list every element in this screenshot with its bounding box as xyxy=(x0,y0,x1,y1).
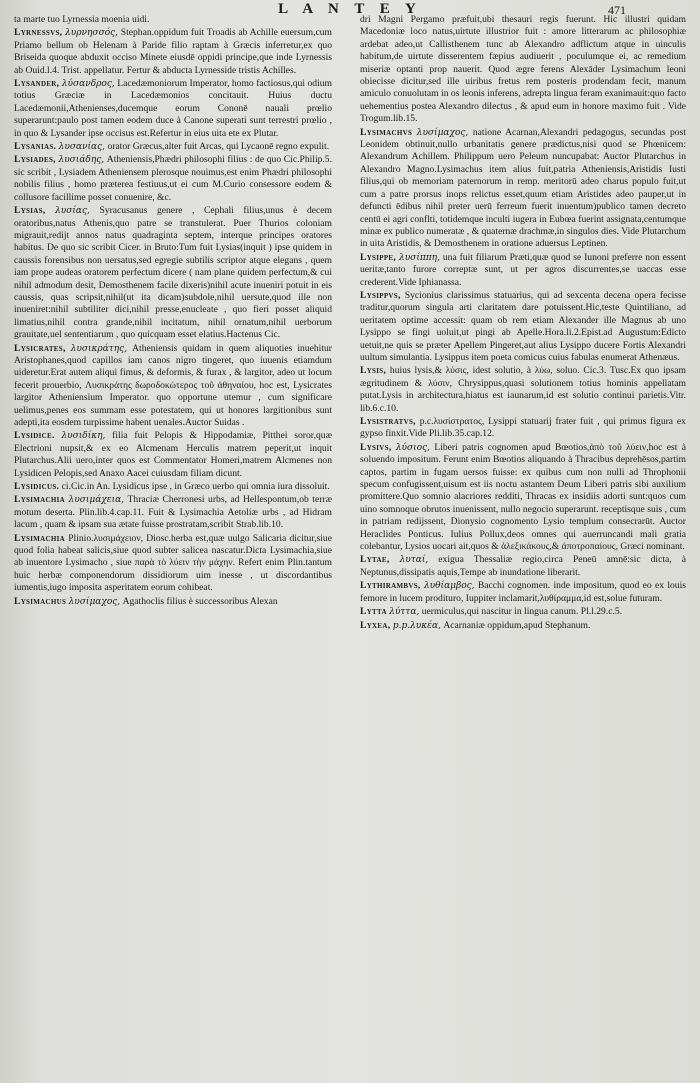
entry-text: huius lysis,& λύσις, idest solutio, à λύω, soluo. Cic.3. Tusc.Ex quo ipsam ægritudinem & λύσιν, Chrysippus,quasi solutionem totius hominis appellatam putat.Lysis in architectura,hiatus est iaunarum,id est solutio continui parietis.Vitr. lib.6.c.10. xyxy=(360,365,686,414)
entry-greek-form: λυταί, xyxy=(399,555,429,566)
dictionary-entry xyxy=(360,14,686,126)
dictionary-entry xyxy=(360,290,686,364)
dictionary-entry xyxy=(14,533,332,595)
entry-headword: Lysicrates, xyxy=(14,342,66,354)
entry-text: orator Græcus,alter fuit Arcas, qui Lycaonē regno expulit. xyxy=(107,141,330,153)
dictionary-entry xyxy=(14,494,332,531)
entry-headword: Lysistratvs, xyxy=(360,416,416,427)
running-head: L A N T E Y xyxy=(278,1,422,17)
entry-greek-form: λυσίας, xyxy=(55,206,90,217)
entry-text: Syracusanus genere , Cephali filius,unus è decem oratoribus,natus Athenis,quo patre se transtulerat. Puer Thurios coloniam migrauit,redijt annos natus quadraginta septem, interque principes oratores habitus. De quo sic scribit Cicer. in Bruto:Tum fuit Lysias(inquit ) ipse quidem in caussis forensibus non uersatus,sed egregie subtilis scriptor atque elegans , quem iam prope audeas oratorem perfectum dicere ( nam plane quidem perfectum,& cui nihil admodum desit, Demosthenem facile dixeris)nihil acute inueniri potuit in eis caussis, quas scripsit,nihil(ut ita dicam)subdole,nihil uersute,quod ille non inueniret:nihil subtiliter dici,nihil presse,enucleate , quo fieri posset aliquid limatius,nihil contra grande,nihil incitatum, nihil ornatum,nihil uerborum grauitate,uel sententiarum , quo quicquam esset elatius.Hactenus Cic. xyxy=(14,205,332,341)
dictionary-entry xyxy=(14,78,332,140)
entry-greek-form: λυρνησσός, xyxy=(65,28,119,39)
entry-text: p.c.λυσίστρατος, Lysippi statuarij frater fuit , qui primus figura ex gypso finxit.Vide Pli.lib.35.cap.12. xyxy=(360,416,686,440)
entry-headword: Lysimachus xyxy=(14,595,67,607)
dictionary-entry xyxy=(14,27,332,77)
entry-headword: Lyrnessvs, xyxy=(14,27,63,39)
entry-text: exigua Thessaliæ regio,circa Peneū amnē:sic dicta, à Neptunus,dissipatis aquis,Tempe ab inundatione liberarit. xyxy=(360,554,686,578)
entry-headword: Lysimachia xyxy=(14,532,66,544)
dictionary-entry xyxy=(360,416,686,441)
entry-greek-form: λυθίαμβος, xyxy=(423,581,475,592)
dictionary-entry xyxy=(14,430,332,480)
entry-text: ta marte tuo Lyrnessia moenia uidi. xyxy=(14,14,150,25)
dictionary-entry xyxy=(14,14,332,26)
dictionary-entry xyxy=(360,620,686,632)
entry-headword: Lysippvs, xyxy=(360,289,401,301)
entry-headword: Lysippe, xyxy=(360,251,397,263)
dictionary-entry xyxy=(360,554,686,579)
entry-text: Plinio.λυσιμάχειον, Diosc.herba est,quæ uulgo Salicaria dicitur,siue quod folia habeat salicis,siue quod subter salicea nascatur.Dicta Lysimachia,siue ab inuentore Lysimacho , siue παρὰ τὸ λύειν τὴν μάχην. Refert enim Plin.tantum huic herbæ componendorum dissidiorum uim inesse , ut discordantibus iumentis,iugo imposita asperitatem eorum cohibeat. xyxy=(14,532,332,594)
entry-headword: Lysis, xyxy=(360,365,387,377)
entry-text: natione Acarnan,Alexandri pedagogus, secundas post Leonidem obtinuit,nullo urbanitatis genere prædictus,nisi quod se Phœnicem: Alexandrum Achillem. Philippum uero Peleum nuncupabat: Auctor Plutarchus in Alexandro Magno.Lysimachus item alius fuit,patria Atheniensis,Aristidis Iusti filius,qui ob memoriam paternorum in remp. meritorū adeo charus populo fuit,ut cum a patre prorsus inops relictus esset,quum etiam Aristides adeo pauper,ut in defuncti ēdibus nihil preter uerū ferreum fuerit inuentum)publico tamen decreto centū ei agri conflti, totidemque inculti iugera in Eubœa fuerint assignata,centumque minæ ex publico numeratæ , & quaternæ drachmæ,in singulos dies. Vide Plutarchum in uita Aristidis, & Demosthenem in oratione aduersus Leptinen. xyxy=(360,126,687,250)
entry-greek-form: λυσίμαχος, xyxy=(68,596,121,607)
entry-greek-form: λυσίμαχος, xyxy=(416,127,469,138)
entry-headword: Lysias, xyxy=(14,205,46,217)
page-number: 471 xyxy=(608,3,626,17)
entry-text: Atheniensis quidam in quem aliquoties inuehitur Aristophanes,quod capillos iam canos nigro tingeret, quo iuuenis etiamdum uideretur.Erat autem aliqui fimus, & deformis, & furax , & largitor, adeo ut locum fecerit prouerbio, Λυσικράτης δωροδοκώτερος τοῦ ἀθηναίου, hoc est, Lysicrates largitor Atheniensium Imperator. quo opportune utemur , cum significare uelimus,penes eos summam esse potestatem, qui ut honores largitionibus sunt adepti,ita eosdem turpissime habent uenales.Auctor Suidas . xyxy=(14,342,332,428)
entry-greek-form: λυσιμάχεια, xyxy=(68,495,125,506)
entry-headword: Lysanias. xyxy=(14,141,57,153)
entry-text: Acarnaniæ oppidum,apud Stephanum. xyxy=(443,619,591,631)
entry-greek-form: λυσιάδης, xyxy=(58,155,105,166)
dictionary-entry xyxy=(360,442,686,554)
entry-greek-form: p.p.λυκέα, xyxy=(392,620,441,631)
entry-greek-form: λύσανδρος, xyxy=(61,79,115,90)
dictionary-entry xyxy=(14,154,332,204)
entry-text: Lacedæmoniorum Imperator, homo factiosus,qui odium totius Græciæ in Lacedæmonios concitauit. Huius ductu Lacedæmonii,Athenienses,ducemque eorum Cononē nauali prœlio superarunt:paulo post tamen eodem duce à Canone superati sunt terrestri prœlio , in quo & Lysander ipse occisus est.Refertur in eius uita ete ex Plutar. xyxy=(14,78,332,139)
left-column xyxy=(14,14,332,609)
entry-headword: Lysidice. xyxy=(14,430,55,442)
entry-text: Bacchi cognomen. inde impositum, quod eo ex louis femore in lucem prodituro, Iuppiter inclamarit,λυθίραμμα,id est,solue futuram. xyxy=(360,580,687,604)
entry-text: Atheniensis,Phædri philosophi filius : de quo Cic.Philip.5. sic scribit , Lysiadem Atheniensem plerosque nouimus,est enim Phædri philosophi nobilis filius , homo præterea festiuus,ut ei cum M.Curio consessore eodem & collusore facillime posset conuenire, &c. xyxy=(14,154,332,203)
dictionary-entry xyxy=(360,365,686,415)
entry-greek-form: λύττα, xyxy=(389,607,420,618)
entry-text: filia fuit Pelopis & Hippodamiæ, Pitthei soror,quæ Electrioni nupsit,& ex eo Alcmenam Herculis matrem peperit,ut inquit Plutarchus.Alii uero,inter quos est Commentator Homeri,matrem Alcmenes non Lysidicen Pelopis,sed Anaxo Aacei cuiusdam filiam dicunt. xyxy=(14,430,332,479)
entry-headword: Lytta xyxy=(360,606,387,618)
entry-text: uermiculus,qui nascitur in lingua canum. Pl.l.29.c.5. xyxy=(421,606,623,618)
dictionary-entry xyxy=(360,127,686,251)
entry-headword: Lysivs, xyxy=(360,441,392,453)
dictionary-entry xyxy=(14,481,332,493)
entry-headword: Lysimachia xyxy=(14,494,66,506)
dictionary-entry xyxy=(14,141,332,153)
entry-greek-form: λύσιος, xyxy=(395,442,431,453)
entry-text: una fuit filiarum Præti,quæ quod se Iunoni preferre non essent ueritæ,tanto furore correptæ sunt, ut per agros discurrentes,se uaccas esse crederent.Vide Iphianassa. xyxy=(360,251,687,288)
entry-greek-form: λυσιδίκη, xyxy=(61,431,106,442)
dictionary-entry xyxy=(360,580,686,605)
dictionary-entry xyxy=(14,343,332,430)
entry-greek-form: λυσανίας, xyxy=(58,142,106,153)
entry-headword: Lysander, xyxy=(14,78,60,90)
dictionary-entry xyxy=(14,205,332,341)
entry-greek-form: λυσίππη, xyxy=(399,252,440,263)
entry-text: Sycionius clarissimus statuarius, qui ad sexcenta decena opera fecisse traditur,quorum singula arti claritatem dare potuissent.Hic,teste Quintiliano, ad ueritatem optime accessit: quam ob rem etiam Alexander ille Magnus ab uno Lysippo se fingi uoluit,ut pingi ab Apelle.Hora.li.2.Epist.ad Augustum:Edicto uetuit,ne quis se præter Apellem Pingeret,aut alius Lysippo ducere Fortis Alexandri uultum simulantia. Lysippus item poeta comicus cuius fabulas enumerat Athenæus. xyxy=(360,289,686,363)
entry-text: dri Magni Pergamo præfuit,ubi thesauri regis fuerunt. Hic illustri quidam Macedoniæ loco natus,uirtute illustrior fuit : amore litterarum ac philosophiæ ardebat adeo,ut Callisthenem tunc ab Alexandro adflictum atque in uinculis habitum,de uirtute disserentem fæpius audiuerit , poculumque ei, ac remedium miseriæ optanti prop nauerit. Quod ægre ferens Alexāder Lysimachum leoni obiecisse dicitur,sed ille uiribus fretus rem posteris prodendam fecit, manum amiculo conuolutam in os leonis inferens, adrepta lingua feram exanimauit:quo facto uehementius postea Alexandro dilectus , & apud eum in honore maximo fuit . Vide Trogum.lib.15. xyxy=(360,14,686,125)
right-column xyxy=(360,14,686,633)
entry-text: Liberi patris cognomen apud Bœotios,ἀπὸ τοῦ λύειν,hoc est à soluendo impositum. Ferunt enim Bœotios aliquando à Thracibus deprehēsos,partim captos, partim in fugam uersos fuisse: ex quibus cum non nulli ad Throphonii specum confugissent,uisum est iis noctu astantem Deum Liberi patris sibi auxilium promittere.Quo somnio alacriores redditi, Thracas ex insidiis adorti sunt:quos cum uino somnoque obrutos inuenissent, nullo negocio superarunt. receptisque suis , cum in patriam redijssent, Dionysio cognomento Lysio templum consecrarūt. Auctor Heraclides Ponticus. Iulius Pollux,deos omnes qui auerruncandi mali gratia colebantur, Lysios uocari ait,quos & ἀλεξικάκους,& ἀποτροπαίους, Græci nominant. xyxy=(360,441,686,553)
entry-headword: Lyxea, xyxy=(360,619,391,631)
dictionary-entry xyxy=(360,252,686,289)
dictionary-entry xyxy=(360,606,686,618)
entry-text: Agathoclis filius è successoribus Alexan xyxy=(122,595,278,607)
entry-headword: Lythirambvs, xyxy=(360,580,421,592)
entry-text: Stephan.oppidum fuit Troadis ab Achille euersum,cum Priamo bellum ob Helenam à Paride filio raptam à Græcis inferretur,ex quo Briseida quoque abduxit occiso Minete eiusdē oppidi principe,que inde Lyrnessis ab Ouid.l.4. Trist. appellatur. Fertur & abducta Lyrnesside tristis Achilles. xyxy=(14,27,332,76)
entry-text: Thraciæ Cherronesi urbs, ad Hellespontum,ob terræ motum deserta. Plin.lib.4.cap.11. Fuit & Lysimachia Aetoliæ urbs , ad Hidram lacum , quam & ipsam sua ætate fuisse prostratam,scribit Strab.lib.10. xyxy=(14,494,333,531)
dictionary-entry xyxy=(14,596,332,608)
entry-headword: Lysimachvs xyxy=(360,126,413,138)
entry-greek-form: λυσικράτης, xyxy=(70,343,128,354)
entry-headword: Lytae, xyxy=(360,554,390,566)
entry-headword: Lysiades, xyxy=(14,154,56,166)
entry-headword: Lysidicus. xyxy=(14,481,60,493)
entry-text: ci.Cic.in An. Lysidicus ipse , in Græco uerbo qui omnia iura dissoluit. xyxy=(61,481,330,493)
